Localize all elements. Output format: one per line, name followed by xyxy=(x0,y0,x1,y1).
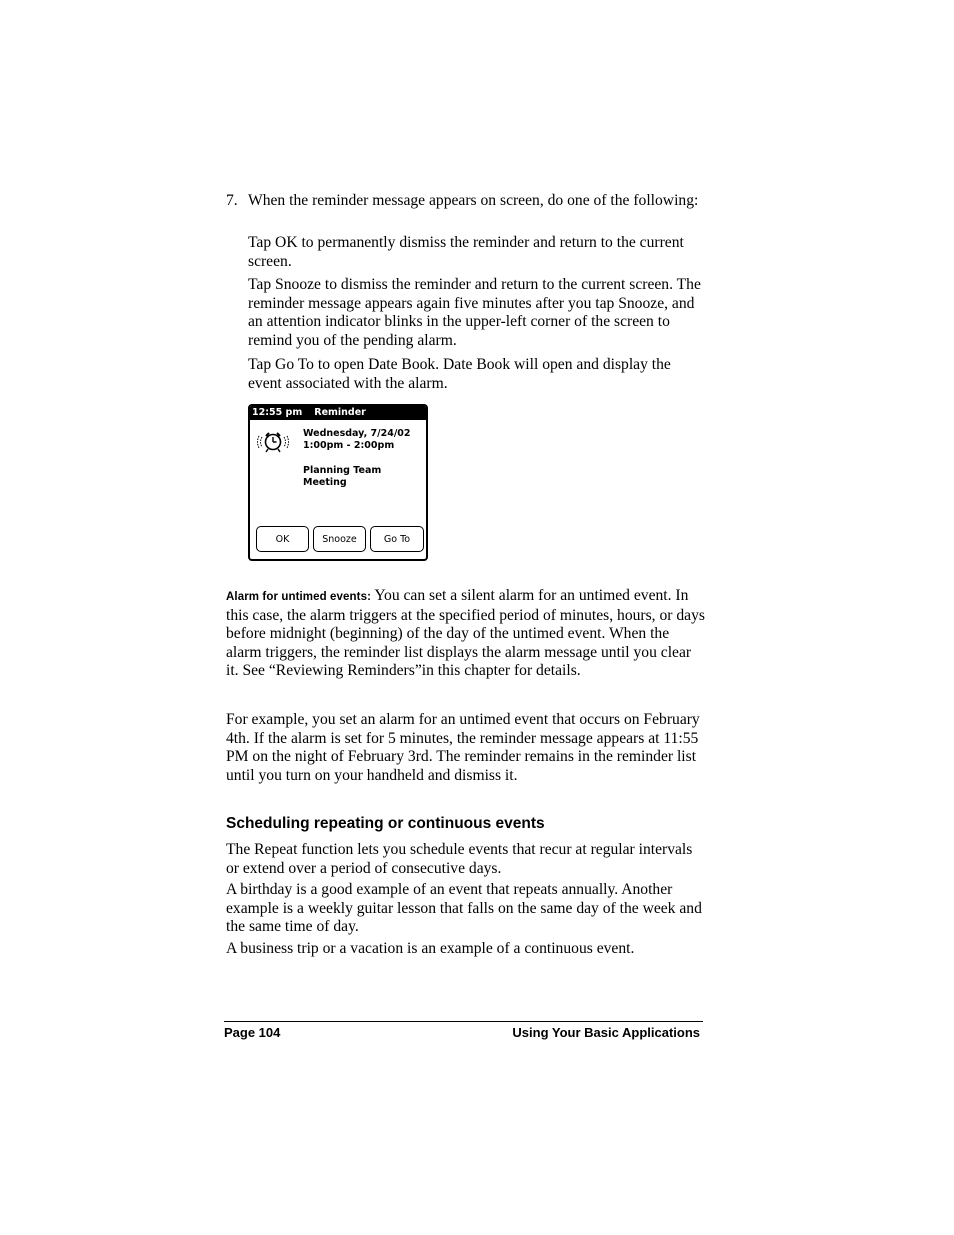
reminder-event-line1: Planning Team xyxy=(303,465,382,476)
untimed-alarm-text: You can set a silent alarm for an untimed event. In this case, the alarm triggers at the specified period of minutes, hours, or days before midnight (beginning) of the day of the untimed event. When the alarm triggers, the reminder list displays the alarm message until you clear it. See “Reviewing Reminders”in this chapter for details. xyxy=(226,587,705,680)
reminder-screen xyxy=(248,404,428,561)
chapter-title: Using Your Basic Applications xyxy=(512,1025,700,1040)
untimed-alarm-paragraph xyxy=(226,587,706,681)
alarm-clock-icon xyxy=(256,428,290,454)
step-number: 7. xyxy=(226,192,238,209)
snooze-button[interactable]: Snooze xyxy=(313,526,366,552)
step-snooze-text: Tap Snooze to dismiss the reminder and return to the current screen. The reminder message appears again five minutes after you tap Snooze, and an attention indicator blinks in the upper-left corner of the screen to remind you of the pending alarm. xyxy=(248,276,701,349)
untimed-alarm-runin: Alarm for untimed events: xyxy=(226,591,371,603)
example-paragraph: For example, you set an alarm for an untimed event that occurs on February 4th. If the alarm is set for 5 minutes, the reminder message appears at 11:55 PM on the night of February 3rd. The reminder remains in the reminder list until you turn on your handheld and dismiss it. xyxy=(226,711,700,784)
birthday-paragraph: A birthday is a good example of an event that repeats annually. Another example is a weekly guitar lesson that falls on the same day of the week and the same time of day. xyxy=(226,881,702,936)
footer-rule xyxy=(224,1021,703,1022)
reminder-time: 12:55 pm xyxy=(252,407,303,418)
step-goto-text: Tap Go To to open Date Book. Date Book will open and display the event associated with the alarm. xyxy=(248,356,671,392)
ok-button[interactable]: OK xyxy=(256,526,309,552)
reminder-title-bar xyxy=(250,406,426,420)
reminder-title: Reminder xyxy=(314,407,366,418)
reminder-date: Wednesday, 7/24/02 xyxy=(303,428,411,439)
section-heading: Scheduling repeating or continuous events xyxy=(226,815,545,832)
repeat-paragraph: The Repeat function lets you schedule events that recur at regular intervals or extend over a period of consecutive days. xyxy=(226,841,693,877)
page-number: Page 104 xyxy=(224,1025,281,1040)
step-intro: When the reminder message appears on screen, do one of the following: xyxy=(248,192,699,209)
continuous-paragraph: A business trip or a vacation is an example of a continuous event. xyxy=(226,940,635,957)
reminder-event-line2: Meeting xyxy=(303,477,347,488)
reminder-time-range: 1:00pm - 2:00pm xyxy=(303,440,395,451)
step-ok-text: Tap OK to permanently dismiss the reminder and return to the current screen. xyxy=(248,234,684,270)
go-to-button[interactable]: Go To xyxy=(370,526,424,552)
